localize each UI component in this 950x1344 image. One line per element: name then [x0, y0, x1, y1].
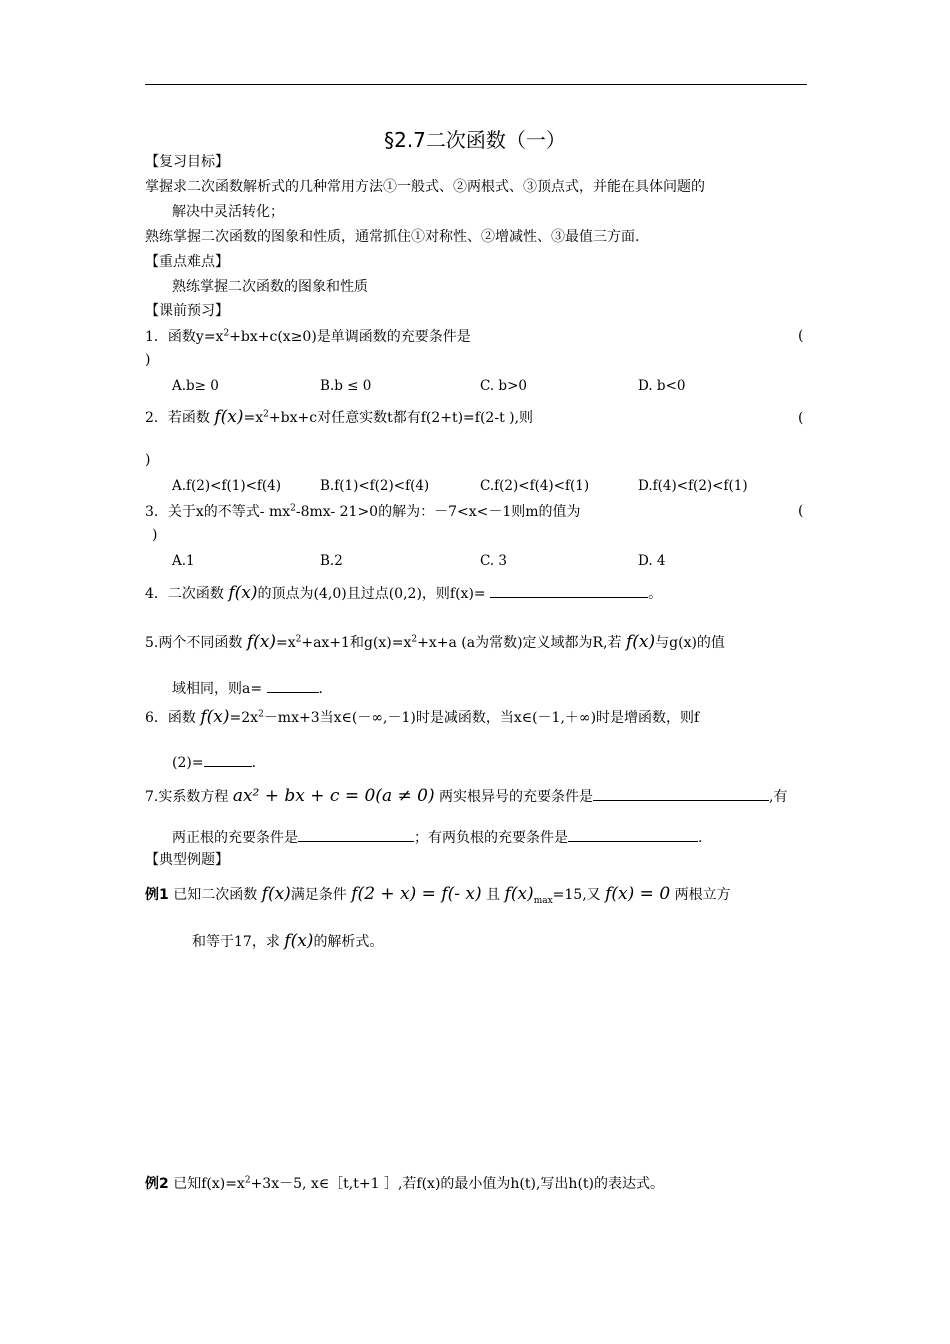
header-rule: [145, 84, 807, 85]
ex1-fx: f(x): [261, 884, 291, 904]
q4-suffix: 的顶点为(4,0)且过点(0,2)，则f(x)=: [257, 586, 486, 602]
q6-sup: 2: [258, 709, 264, 720]
q6-suffix: －mx+3当x∈(－∞,－1)时是减函数，当x∈(－1,＋∞)时是增函数，则f: [263, 710, 700, 726]
q2-paren-close: ): [145, 452, 151, 468]
q5-mid1: =x: [275, 635, 296, 651]
q5-fx: f(x): [246, 632, 276, 652]
q1-prefix: 1．函数y=x: [145, 329, 224, 345]
question-3: [145, 503, 581, 521]
q1-option-b: B.b ≤ 0: [320, 378, 372, 394]
q3-paren-open: (: [798, 503, 804, 519]
q2-paren-open: (: [798, 410, 804, 426]
section-key-points: 【重点难点】: [145, 254, 229, 270]
ex1-label: 例1: [145, 887, 169, 903]
q6-mid: =2x: [229, 710, 259, 726]
q1-sup: 2: [223, 328, 230, 339]
q2-prefix: 2．若函数: [145, 410, 210, 426]
q2-fx: f(x): [214, 407, 244, 427]
q2-mid: =x: [243, 410, 264, 426]
goal-line-2: 熟练掌握二次函数的图象和性质，通常抓住①对称性、②增减性、③最值三方面.: [145, 229, 640, 245]
q5-end: .: [318, 681, 323, 697]
q3-suffix: -8mx- 21>0的解为：－7<x<－1则m的值为: [295, 504, 581, 520]
q1-suffix: +bx+c(x≥0)是单调函数的充要条件是: [229, 329, 471, 345]
q7-prefix: 7.实系数方程: [145, 789, 229, 805]
q6-prefix: 6．函数: [145, 710, 196, 726]
example-1-line2: [192, 932, 383, 951]
ex1-t1: 已知二次函数: [173, 887, 258, 903]
q7-answer-blank-3[interactable]: [568, 827, 698, 842]
ex1-t4: =15,又: [552, 887, 601, 903]
key-text: 熟练掌握二次函数的图象和性质: [172, 279, 368, 295]
question-5-line2: [172, 678, 323, 698]
q7-answer-blank-2[interactable]: [298, 827, 414, 842]
q4-fx: f(x): [228, 583, 258, 603]
q5-answer-blank[interactable]: [267, 678, 319, 693]
q5-prefix: 5.两个不同函数: [145, 635, 243, 651]
section-examples: 【典型例题】: [145, 852, 229, 868]
question-4: [145, 583, 662, 603]
q5-fx2: f(x): [625, 632, 656, 652]
section-review-goals: 【复习目标】: [145, 154, 229, 170]
ex2-t2: +3x－5, x∈［t,t+1 ］,若f(x)的最小值为h(t),写出h(t)的表达式。: [250, 1176, 665, 1192]
q5-sup1: 2: [295, 634, 302, 645]
q6-line2: (2)=: [172, 755, 204, 771]
q1-option-c: C. b>0: [480, 378, 527, 394]
q7-mid: 两实根异号的充要条件是: [439, 789, 594, 805]
q6-fx: f(x): [200, 707, 230, 727]
q6-end: .: [251, 755, 257, 771]
question-5: [145, 633, 725, 652]
q1-paren-open: (: [798, 328, 804, 344]
ex1-t5: 两根立方: [674, 887, 731, 903]
q4-end: 。: [648, 586, 663, 602]
q4-answer-blank[interactable]: [490, 583, 648, 598]
q2-option-a: A.f(2)<f(1)<f(4): [172, 478, 282, 494]
q3-option-a: A.1: [172, 553, 195, 569]
ex1-line2b: 的解析式。: [313, 934, 384, 950]
q4-prefix: 4．二次函数: [145, 586, 224, 602]
q2-sup: 2: [263, 409, 269, 420]
q7-answer-blank-1[interactable]: [593, 786, 769, 801]
q3-sup: 2: [290, 503, 296, 514]
q5-suffix: 与g(x)的值: [655, 635, 725, 651]
ex1-t2: 满足条件: [290, 887, 347, 903]
question-2: [145, 408, 533, 427]
q2-option-c: C.f(2)<f(4)<f(1): [480, 478, 590, 494]
question-6: [145, 708, 699, 727]
ex2-sup: 2: [244, 1175, 251, 1186]
section-preview: 【课前预习】: [145, 303, 229, 319]
q5-mid3: +x+a (a为常数)定义域都为R,若: [417, 635, 622, 651]
q7-end1: ,有: [769, 789, 788, 805]
page-title: §2.7二次函数（一）: [384, 128, 566, 152]
example-2: [145, 1175, 664, 1193]
q3-paren-close: ): [152, 527, 158, 543]
q5-sup2: 2: [411, 634, 418, 645]
q3-option-d: D. 4: [638, 553, 666, 569]
goal-line-1b: 解决中灵活转化；: [172, 204, 284, 220]
q1-paren-close: ): [145, 352, 151, 368]
question-7-line2: [172, 827, 702, 847]
ex1-zero: f(x) = 0: [605, 884, 671, 904]
ex2-t1: 已知f(x)=x: [173, 1176, 245, 1192]
q3-option-b: B.2: [320, 553, 343, 569]
ex2-label: 例2: [145, 1176, 169, 1192]
ex1-line2a: 和等于17，求: [192, 934, 280, 950]
example-1: [145, 885, 731, 904]
ex1-max-sub: max: [533, 895, 553, 906]
q1-option-d: D. b<0: [638, 378, 686, 394]
q5-mid2: +ax+1和g(x)=x: [301, 635, 412, 651]
ex1-fmax: f(x): [504, 884, 534, 904]
question-1: [145, 328, 471, 346]
q7-line2a: 两正根的充要条件是: [172, 830, 298, 846]
question-6-line2: [172, 752, 256, 772]
q2-suffix: +bx+c对任意实数t都有f(2+t)=f(2-t ),则: [268, 410, 534, 426]
ex1-t3: 且: [486, 887, 501, 903]
ex1-fx-2: f(x): [284, 931, 314, 951]
q5-line2: 域相同，则a=: [172, 681, 263, 697]
q1-option-a: A.b≥ 0: [172, 378, 219, 394]
q6-answer-blank[interactable]: [204, 752, 252, 767]
q3-prefix: 3．关于x的不等式- mx: [145, 504, 291, 520]
q7-equation: ax² + bx + c = 0(a ≠ 0): [232, 786, 435, 806]
q3-option-c: C. 3: [480, 553, 508, 569]
q7-end2: .: [698, 830, 703, 846]
q2-option-b: B.f(1)<f(2)<f(4): [320, 478, 430, 494]
q7-line2b: ；有两负根的充要条件是: [414, 830, 568, 846]
question-7: [145, 786, 788, 806]
q2-option-d: D.f(4)<f(2)<f(1): [638, 478, 748, 494]
goal-line-1: 掌握求二次函数解析式的几种常用方法①一般式、②两根式、③顶点式，并能在具体问题的: [145, 179, 705, 195]
ex1-condition: f(2 + x) = f(- x): [351, 884, 482, 904]
